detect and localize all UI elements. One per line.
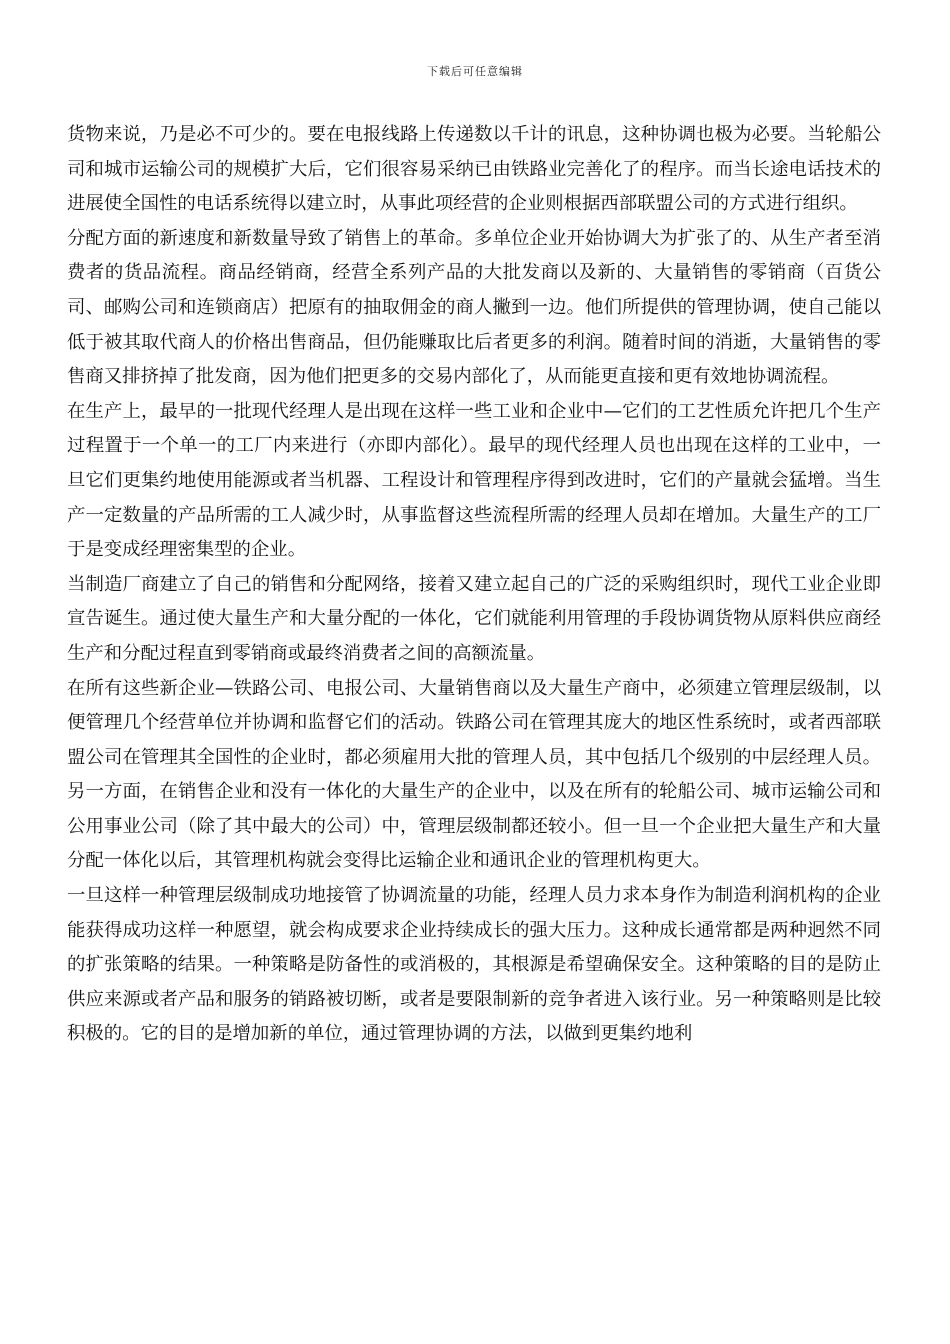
paragraph: 一旦这样一种管理层级制成功地接管了协调流量的功能，经理人员力求本身作为制造利润机构的企业能获得成功这样一种愿望，就会构成要求企业持续成长的强大压力。这种成长通常都是两种迥然不同的扩张策略的结果。一种策略是防备性的或消极的，其根源是希望确保安全。这种策略的目的是防止供应来源或者产品和服务的销路被切断，或者是要限制新的竞争者进入该行业。另一种策略则是比较积极的。它的目的是增加新的单位，通过管理协调的方法，以做到更集约地利 [67,885,881,1045]
paragraph: 分配方面的新速度和新数量导致了销售上的革命。多单位企业开始协调大为扩张了的、从生产者至消费者的货品流程。商品经销商，经营全系列产品的大批发商以及新的、大量销售的零销商（百货公司、邮购公司和连锁商店）把原有的抽取佣金的商人撇到一边。他们所提供的管理协调，使自己能以低于被其取代商人的价格出售商品，但仍能赚取比后者更多的利润。随着时间的消逝，大量销售的零售商又排挤掉了批发商，因为他们把更多的交易内部化了，从而能更直接和更有效地协调流程。 [67,227,881,388]
document-body [67,118,881,1052]
paragraph: 货物来说，乃是必不可少的。要在电报线路上传递数以千计的讯息，这种协调也极为必要。当轮船公司和城市运输公司的规模扩大后，它们很容易采纳已由铁路业完善化了的程序。而当长途电话技术的进展使全国性的电话系统得以建立时，从事此项经营的企业则根据西部联盟公司的方式进行组织。 [67,124,881,215]
page-header-note: 下载后可任意编辑 [427,65,523,78]
paragraph: 当制造厂商建立了自己的销售和分配网络，接着又建立起自己的广泛的采购组织时，现代工业企业即宣告诞生。通过使大量生产和大量分配的一体化，它们就能利用管理的手段协调货物从原料供应商经生产和分配过程直到零销商或最终消费者之间的高额流量。 [67,573,881,664]
paragraph: 在所有这些新企业—铁路公司、电报公司、大量销售商以及大量生产商中，必须建立管理层级制，以便管理几个经营单位并协调和监督它们的活动。铁路公司在管理其庞大的地区性系统时，或者西部联盟公司在管理其全国性的企业时，都必须雇用大批的管理人员，其中包括几个级别的中层经理人员。另一方面，在销售企业和没有一体化的大量生产的企业中，以及在所有的轮船公司、城市运输公司和公用事业公司（除了其中最大的公司）中，管理层级制都还较小。但一旦一个企业把大量生产和大量分配一体化以后，其管理机构就会变得比运输企业和通讯企业的管理机构更大。 [67,677,881,872]
paragraph: 在生产上，最早的一批现代经理人是出现在这样一些工业和企业中—它们的工艺性质允许把几个生产过程置于一个单一的工厂内来进行（亦即内部化）。最早的现代经理人员也出现在这样的工业中，一旦它们更集约地使用能源或者当机器、工程设计和管理程序得到改进时，它们的产量就会猛增。当生产一定数量的产品所需的工人减少时，从事监督这些流程所需的经理人员却在增加。大量生产的工厂于是变成经理密集型的企业。 [67,400,881,561]
